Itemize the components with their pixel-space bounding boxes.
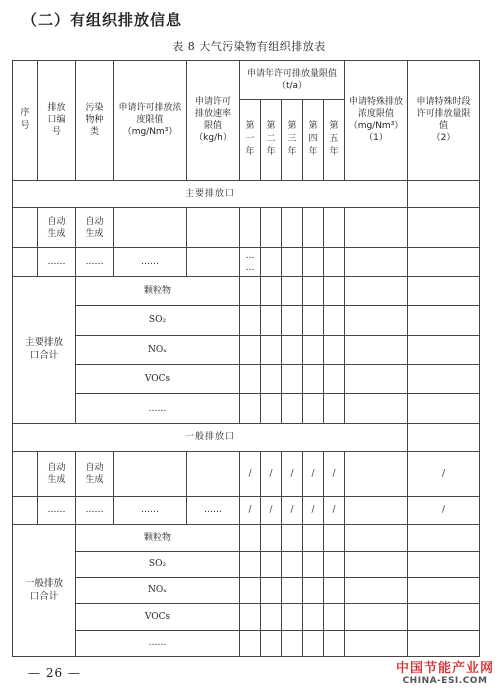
slash-mark: / bbox=[261, 452, 282, 497]
major-total-item: …… bbox=[76, 394, 240, 423]
header-year-5: 第五年 bbox=[324, 99, 345, 180]
header-year-1: 第一年 bbox=[240, 99, 261, 180]
page-number: — 26 — bbox=[28, 666, 81, 680]
header-year-3: 第三年 bbox=[282, 99, 303, 180]
slash-mark: / bbox=[261, 496, 282, 524]
general-total-item: 颗粒物 bbox=[76, 525, 240, 551]
major-total-item: VOCs bbox=[76, 365, 240, 394]
major-total-item: 颗粒物 bbox=[76, 276, 240, 305]
slash-mark: / bbox=[240, 496, 261, 524]
general-row-ellipsis: …… bbox=[114, 496, 187, 524]
header-special-period: 申请特殊时段许可排放量限值 （2） bbox=[408, 61, 480, 181]
slash-mark: / bbox=[303, 452, 324, 497]
general-row-ellipsis: …… bbox=[38, 496, 76, 524]
header-outlet-no: 排放口编号 bbox=[38, 61, 76, 181]
header-seq: 序号 bbox=[13, 61, 38, 181]
slash-mark: / bbox=[282, 452, 303, 497]
major-row-pollutant: 自动生成 bbox=[76, 207, 114, 248]
site-watermark bbox=[396, 657, 494, 686]
header-special-conc: 申请特殊排放浓度限值 （mg/Nm³） （1） bbox=[345, 61, 408, 181]
emission-table bbox=[12, 60, 480, 657]
slash-mark: / bbox=[240, 452, 261, 497]
slash-mark: / bbox=[408, 452, 480, 497]
general-section-title: 一般排放口 bbox=[13, 423, 408, 451]
watermark-domain: CHINA-ESI.COM bbox=[402, 676, 488, 686]
general-total-item: NOₓ bbox=[76, 577, 240, 603]
watermark-title: 中国节能产业网 bbox=[395, 661, 494, 676]
slash-mark: / bbox=[282, 496, 303, 524]
general-total-item: SO₂ bbox=[76, 551, 240, 577]
header-conc-limit: 申请许可排放浓度限值 （mg/Nm³） bbox=[114, 61, 187, 181]
header-year-2: 第二年 bbox=[261, 99, 282, 180]
general-row-pollutant: 自动生成 bbox=[76, 452, 114, 497]
general-total-item: VOCs bbox=[76, 604, 240, 630]
major-row-year-ellipsis: … … bbox=[240, 248, 261, 276]
major-row-ellipsis: …… bbox=[114, 248, 187, 276]
header-year-4: 第四年 bbox=[303, 99, 324, 180]
general-row-ellipsis: …… bbox=[76, 496, 114, 524]
major-row-ellipsis: …… bbox=[76, 248, 114, 276]
major-section-title: 主要排放口 bbox=[13, 180, 408, 207]
major-row-outlet: 自动生成 bbox=[38, 207, 76, 248]
header-annual: 申请年许可排放量限值 （t/a） bbox=[240, 61, 345, 100]
slash-mark: / bbox=[324, 496, 345, 524]
table-caption: 表 8 大气污染物有组织排放表 bbox=[172, 40, 326, 53]
slash-mark: / bbox=[303, 496, 324, 524]
slash-mark: / bbox=[408, 496, 480, 524]
major-row-ellipsis: …… bbox=[38, 248, 76, 276]
header-pollutant: 污染物种类 bbox=[76, 61, 114, 181]
major-total-item: SO₂ bbox=[76, 306, 240, 335]
general-total-item: …… bbox=[76, 630, 240, 656]
general-row-ellipsis: …… bbox=[187, 496, 240, 524]
general-row-outlet: 自动生成 bbox=[38, 452, 76, 497]
section-heading: （二）有组织排放信息 bbox=[22, 11, 183, 29]
slash-mark: / bbox=[324, 452, 345, 497]
general-total-label: 一般排放口合计 bbox=[13, 525, 76, 657]
major-total-item: NOₓ bbox=[76, 335, 240, 364]
header-rate-limit: 申请许可排放速率限值 （kg/h） bbox=[187, 61, 240, 181]
major-total-label: 主要排放口合计 bbox=[13, 276, 76, 423]
